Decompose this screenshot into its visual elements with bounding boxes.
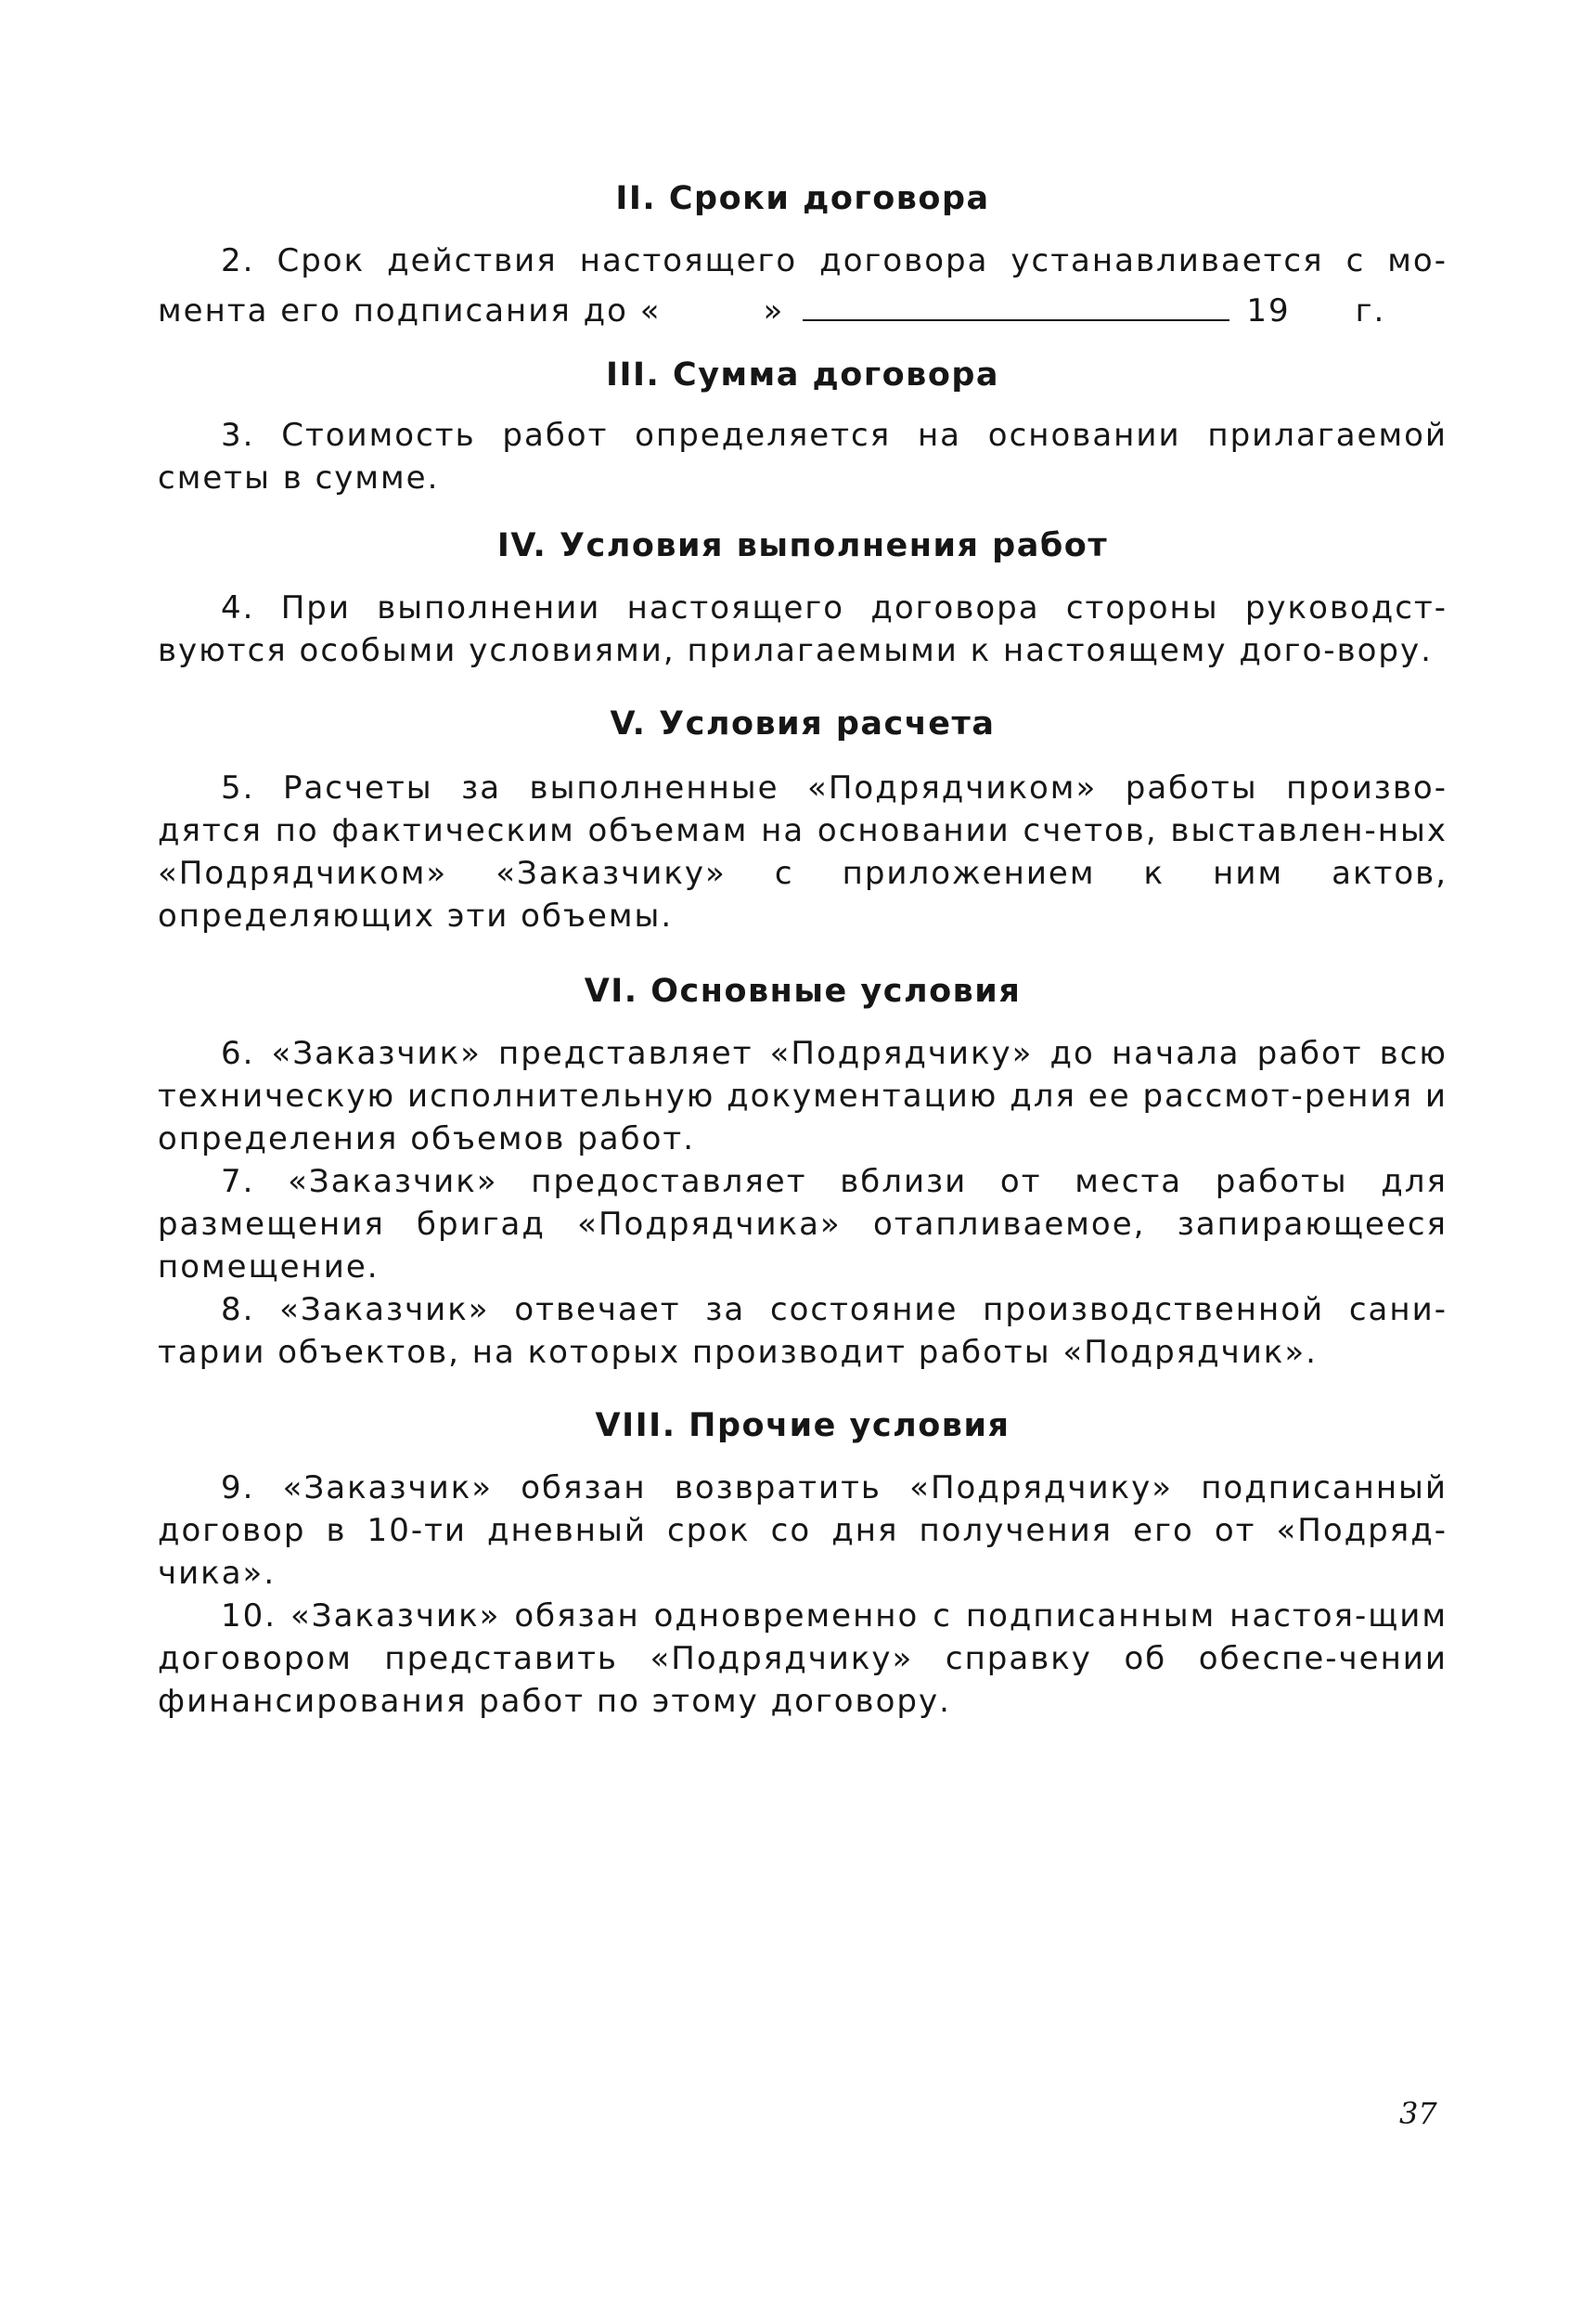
year-prefix: 19	[1246, 292, 1291, 330]
clause-8: 8. «Заказчик» отвечает за состояние производственной сани-тарии объектов, на которых производит работы «Подрядчик».	[158, 1291, 1448, 1371]
year-suffix: г.	[1355, 292, 1386, 330]
clause-2-line-1: 2. Срок действия настоящего договора устанавливается с мо-	[221, 242, 1448, 279]
month-blank	[803, 291, 1229, 321]
section-title-other-conditions: VIII. Прочие условия	[595, 1407, 1010, 1444]
section-title-terms: II. Сроки договора	[615, 180, 990, 217]
clause-5: 5. Расчеты за выполненные «Подрядчиком» работы произво-дятся по фактическим объемам на основании счетов, выставлен-ных «Подрядчиком» «Заказчику» с приложением к ним актов, определяющих эти объемы.	[158, 769, 1448, 935]
clause-7: 7. «Заказчик» предоставляет вблизи от места работы для размещения бригад «Подрядчика» отапливаемое, запирающееся помещение.	[158, 1163, 1448, 1286]
section-title-payment: V. Условия расчета	[610, 705, 996, 743]
clause-10: 10. «Заказчик» обязан одновременно с подписанным настоя-щим договором представить «Подрядчику» справку об обеспе-чении финансирования работ по этому договору.	[158, 1597, 1448, 1720]
clause-3: 3. Стоимость работ определяется на основании прилагаемой сметы в сумме.	[158, 417, 1448, 497]
section-title-main-conditions: VI. Основные условия	[584, 973, 1022, 1010]
document-page	[158, 176, 1448, 1723]
clause-4: 4. При выполнении настоящего договора стороны руководст-вуются особыми условиями, прилагаемыми к настоящему дого-вору.	[158, 589, 1448, 669]
clause-2-prefix: мента его подписания до «	[158, 292, 662, 330]
clause-2-line-2	[158, 290, 1448, 332]
page-number: 37	[1399, 2096, 1437, 2131]
section-title-amount: III. Сумма договора	[605, 356, 1000, 394]
clause-9: 9. «Заказчик» обязан возвратить «Подрядчику» подписанный договор в 10-ти дневный срок со дня получения его от «Подряд-чика».	[158, 1469, 1448, 1592]
section-title-work-conditions: IV. Условия выполнения работ	[496, 527, 1109, 564]
clause-6: 6. «Заказчик» представляет «Подрядчику» до начала работ всю техническую исполнительную документацию для ее рассмот-рения и определения объемов работ.	[158, 1035, 1448, 1157]
clause-2-close-quote: »	[763, 292, 785, 330]
